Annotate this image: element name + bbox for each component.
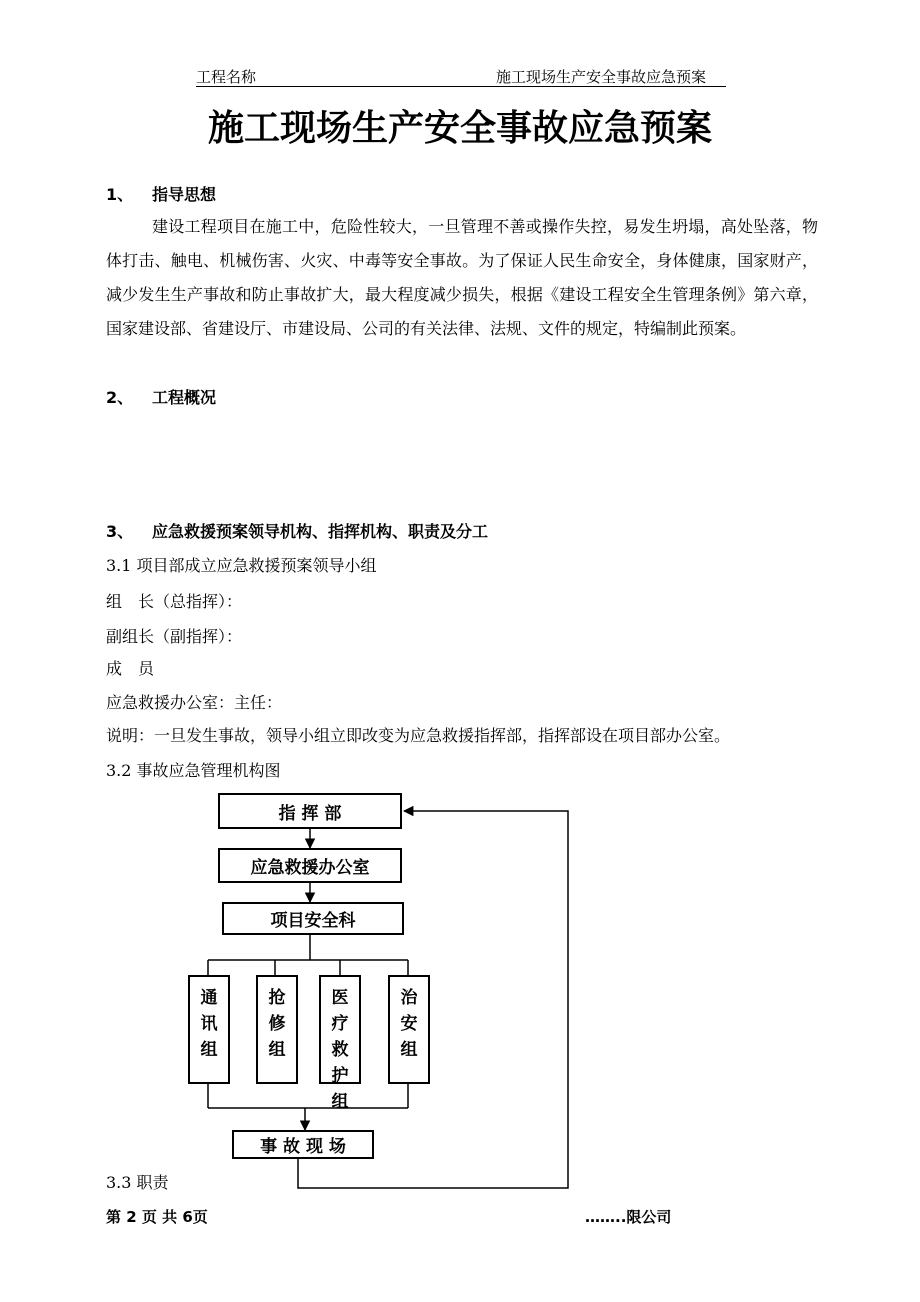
- members-line: 成 员: [106, 659, 155, 678]
- footer-company: ……..限公司: [585, 1208, 672, 1226]
- section-1-heading: 指导思想: [152, 185, 217, 204]
- org-node-repair-group: 抢修组: [256, 975, 298, 1084]
- section-3-number: 3、: [106, 522, 134, 541]
- subsection-3-3: 3.3 职责: [106, 1173, 169, 1192]
- subsection-3-2: 3.2 事故应急管理机构图: [106, 761, 281, 780]
- org-node-medical-group: 医疗救护组: [319, 975, 361, 1084]
- leader-line: 组 长（总指挥）：: [106, 592, 243, 611]
- org-node-safety-dept: 项目安全科: [222, 902, 404, 935]
- page-title: 施工现场生产安全事故应急预案: [207, 108, 712, 149]
- header-project-name: 工程名称: [196, 68, 257, 86]
- org-node-communication-group: 通讯组: [188, 975, 230, 1084]
- note-line: 说明：一旦发生事故，领导小组立即改变为应急救援指挥部，指挥部设在项目部办公室。: [106, 726, 731, 745]
- org-node-accident-scene: 事 故 现 场: [232, 1130, 374, 1159]
- section-2-heading: 工程概况: [152, 388, 217, 407]
- footer-page-number: 第 2 页 共 6页: [106, 1208, 208, 1226]
- subsection-3-1: 3.1 项目部成立应急救援预案领导小组: [106, 556, 377, 575]
- org-node-emergency-office: 应急救援办公室: [218, 848, 402, 883]
- office-line: 应急救援办公室：主任：: [106, 693, 283, 712]
- org-node-command: 指 挥 部: [218, 793, 402, 829]
- header-document-title: 施工现场生产安全事故应急预案: [496, 68, 707, 86]
- section-1-paragraph: 建设工程项目在施工中，危险性较大，一旦管理不善或操作失控，易发生坍塌，高处坠落，物体打击、触电、机械伤害、火灾、中毒等安全事故。为了保证人民生命安全，身体健康，国家财产，减少发生生产事故和防止事故扩大，最大程度减少损失，根据《建设工程安全生管理条例》第六章，国家建设部、省建设厅、市建设局、公司的有关法律、法规、文件的规定，特编制此预案。: [106, 217, 818, 338]
- deputy-line: 副组长（副指挥）：: [106, 627, 243, 646]
- section-2-number: 2、: [106, 388, 134, 407]
- section-1-number: 1、: [106, 185, 134, 204]
- section-3-heading: 应急救援预案领导机构、指挥机构、职责及分工: [152, 522, 489, 541]
- org-node-security-group: 治安组: [388, 975, 430, 1084]
